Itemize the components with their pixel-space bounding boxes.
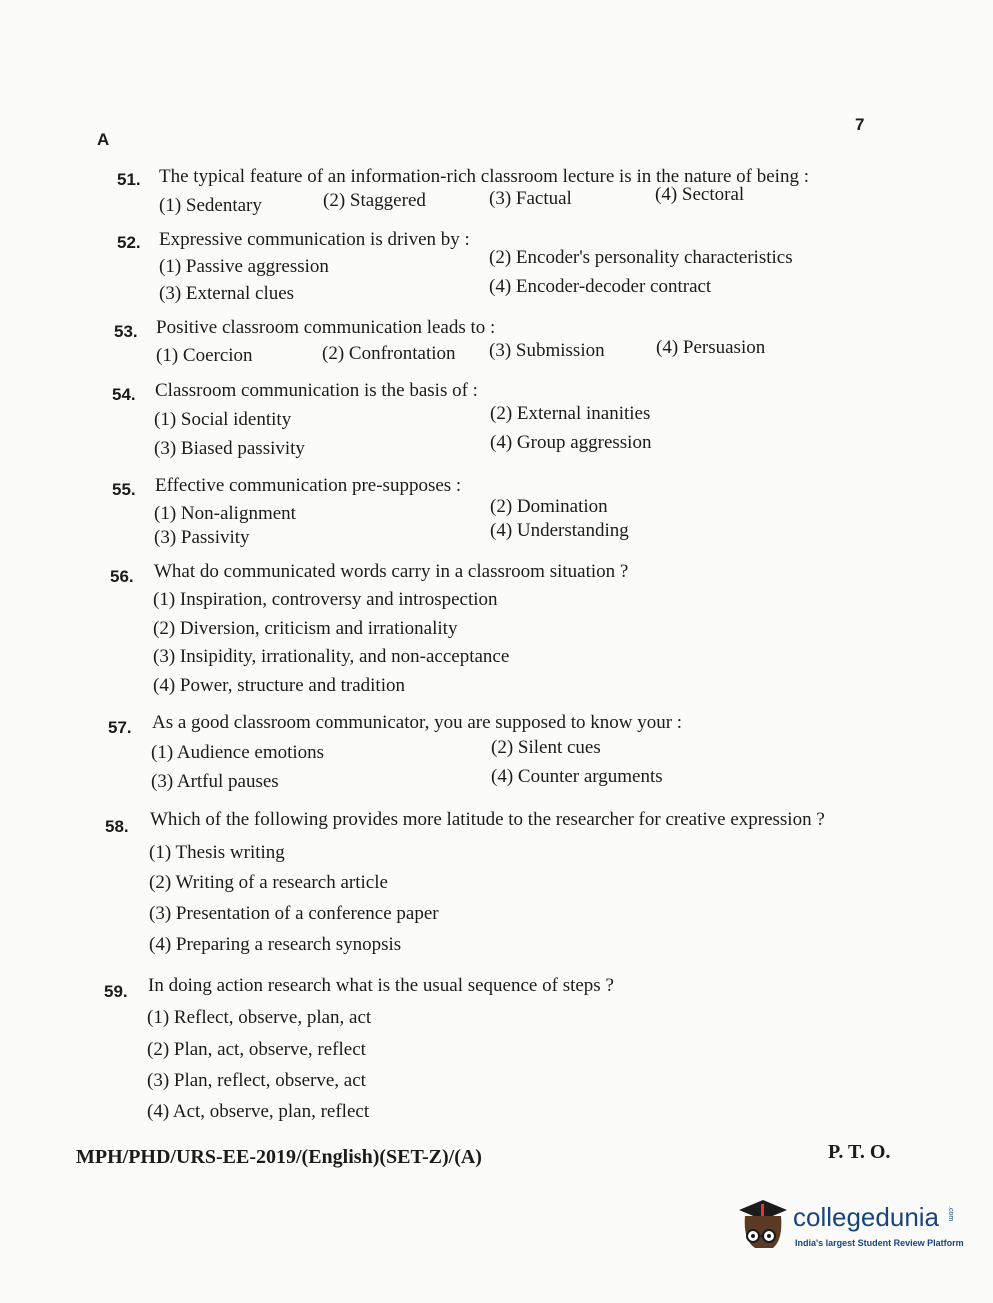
option: (3) External clues	[159, 283, 295, 304]
option: (2) Writing of a research article	[149, 872, 388, 893]
question-number: 56.	[110, 567, 134, 586]
option: (3) Passivity	[154, 527, 250, 548]
option: (2) Domination	[490, 496, 608, 517]
option: (4) Sectoral	[655, 184, 745, 205]
option: (4) Group aggression	[490, 432, 652, 453]
option: (3) Presentation of a conference paper	[149, 903, 439, 924]
option: (1) Social identity	[154, 409, 292, 430]
question-text: In doing action research what is the usual sequence of steps ?	[148, 975, 614, 996]
option: (1) Reflect, observe, plan, act	[147, 1007, 372, 1028]
brand-suffix: .com	[947, 1206, 954, 1222]
option: (1) Coercion	[156, 345, 253, 366]
option: (3) Plan, reflect, observe, act	[147, 1070, 366, 1091]
question-number: 59.	[104, 982, 128, 1001]
question-text: Positive classroom communication leads to :	[156, 317, 496, 338]
question-text: What do communicated words carry in a classroom situation ?	[154, 561, 629, 582]
option: (4) Counter arguments	[491, 766, 663, 787]
please-turn-over: P. T. O.	[828, 1141, 891, 1163]
question-number: 55.	[112, 480, 136, 499]
option: (2) Diversion, criticism and irrationality	[153, 618, 458, 639]
question-text: The typical feature of an information-rich classroom lecture is in the nature of being :	[159, 166, 809, 187]
question-number: 51.	[117, 170, 141, 189]
option: (4) Power, structure and tradition	[153, 675, 405, 696]
set-letter: A	[97, 130, 110, 149]
option: (3) Biased passivity	[154, 438, 305, 459]
question-text: Classroom communication is the basis of :	[155, 380, 478, 401]
graduate-mascot-icon	[733, 1196, 791, 1256]
option: (4) Understanding	[490, 520, 629, 541]
option: (2) Plan, act, observe, reflect	[147, 1039, 366, 1060]
paper-code: MPH/PHD/URS-EE-2019/(English)(SET-Z)/(A)	[76, 1146, 482, 1168]
option: (1) Passive aggression	[159, 256, 329, 277]
option: (4) Act, observe, plan, reflect	[147, 1101, 370, 1122]
option: (4) Preparing a research synopsis	[149, 934, 402, 955]
option: (1) Sedentary	[159, 195, 262, 216]
option: (1) Non-alignment	[154, 503, 296, 524]
option: (1) Audience emotions	[151, 742, 325, 763]
collegedunia-watermark	[733, 1196, 963, 1256]
option: (3) Submission	[489, 340, 605, 361]
question-text: As a good classroom communicator, you are supposed to know your :	[152, 712, 683, 733]
brand-tagline: India's largest Student Review Platform	[795, 1238, 964, 1248]
option: (3) Factual	[489, 188, 572, 209]
option: (3) Insipidity, irrationality, and non-acceptance	[153, 646, 510, 667]
question-number: 57.	[108, 718, 132, 737]
question-text: Which of the following provides more latitude to the researcher for creative expression ?	[150, 809, 825, 830]
option: (1) Inspiration, controversy and introspection	[153, 589, 498, 610]
option: (2) Encoder's personality characteristics	[489, 247, 793, 268]
option: (2) Confrontation	[322, 343, 456, 364]
brand-name: collegedunia	[793, 1202, 940, 1232]
option: (2) Silent cues	[491, 737, 601, 758]
option: (4) Encoder-decoder contract	[489, 276, 712, 297]
page-number: 7	[855, 115, 865, 134]
question-number: 58.	[105, 817, 129, 836]
option: (4) Persuasion	[656, 337, 766, 358]
question-text: Effective communication pre-supposes :	[155, 475, 462, 496]
option: (1) Thesis writing	[149, 842, 285, 863]
option: (3) Artful pauses	[151, 771, 279, 792]
question-text: Expressive communication is driven by :	[159, 229, 470, 250]
question-number: 52.	[117, 233, 141, 252]
question-number: 53.	[114, 322, 138, 341]
option: (2) Staggered	[323, 190, 426, 211]
option: (2) External inanities	[490, 403, 651, 424]
question-number: 54.	[112, 385, 136, 404]
